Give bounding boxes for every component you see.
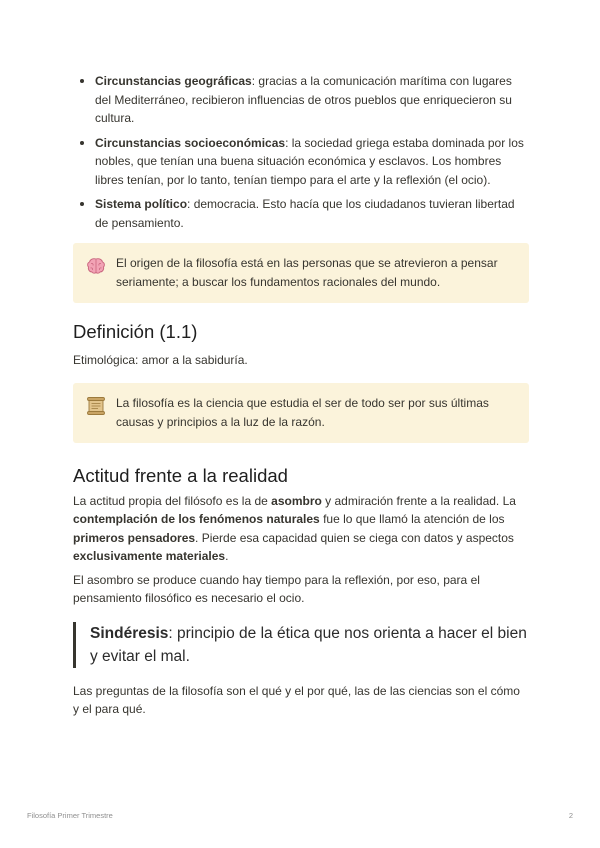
bullet-text: : la sociedad griega estaba dominada por los nobles, que tenían una buena situación económica y esclavos. Los hombres libres tenían, por lo tanto, tenían tiempo para el arte y la reflexión (el ocio). (95, 135, 524, 187)
bullet-term: Circunstancias socioeconómicas (95, 135, 286, 150)
bullet-dot (80, 141, 84, 145)
paragraph: Las preguntas de la filosofía son el qué y el por qué, las de las ciencias son el cómo y el para qué. (73, 683, 520, 716)
bullet-term: Sistema político (95, 197, 188, 211)
bullet-text: : gracias a la comunicación marítima con lugares del Mediterráneo, recibieron influencias de otros pueblos que enriquecieron su cultura. (95, 74, 512, 125)
bold-run: asombro (271, 493, 322, 508)
text-run: La actitud propia del filósofo es la de (73, 493, 272, 508)
callout-text: El origen de la filosofía está en las personas que se atrevieron a pensar seriamente; a buscar los fundamentos racionales del mundo. (116, 256, 498, 289)
bullet-dot (80, 202, 84, 206)
quote-term: Sindéresis (90, 624, 169, 642)
page-content (73, 72, 529, 719)
quote-text: : principio de la ética que nos orienta a hacer el bien y evitar el mal. (90, 624, 527, 665)
bold-run: contemplación de los fenómenos naturales (73, 512, 320, 526)
footer-title: Filosofía Primer Trimestre (27, 811, 113, 820)
list-item (73, 72, 529, 128)
text-run: y admiración frente a la realidad. La (321, 493, 516, 508)
bullet-term: Circunstancias geográficas (95, 74, 252, 88)
scroll-icon (85, 395, 107, 417)
bullet-text: : democracia. Esto hacía que los ciudadanos tuvieran libertad de pensamiento. (95, 197, 515, 230)
etymology-text: Etimológica: amor a la sabiduría. (73, 353, 248, 367)
list-item (73, 134, 529, 190)
quote-block (73, 622, 529, 668)
text-run: fue lo que llamó la atención de los (319, 512, 505, 526)
origin-callout (73, 243, 529, 303)
page-number: 2 (568, 811, 573, 820)
section-heading: Definición (1.1) (73, 321, 198, 342)
text-run: . (225, 549, 229, 563)
section-heading: Actitud frente a la realidad (73, 464, 288, 486)
bullet-list (73, 72, 529, 232)
definition-callout (73, 383, 529, 443)
bold-run: exclusivamente materiales (73, 549, 226, 563)
list-item (73, 195, 529, 232)
callout-text: La filosofía es la ciencia que estudia el ser de todo ser por sus últimas causas y principios a la luz de la razón. (116, 395, 489, 429)
text-run: . Pierde esa capacidad quien se ciega con datos y aspectos (195, 530, 514, 545)
brain-icon (85, 255, 107, 277)
bold-run: primeros pensadores (73, 530, 196, 545)
bullet-dot (80, 79, 84, 83)
paragraph (73, 492, 529, 566)
page-footer (27, 811, 573, 820)
paragraph: El asombro se produce cuando hay tiempo para la reflexión, por eso, para el pensamiento filosófico es necesario el ocio. (73, 572, 480, 605)
